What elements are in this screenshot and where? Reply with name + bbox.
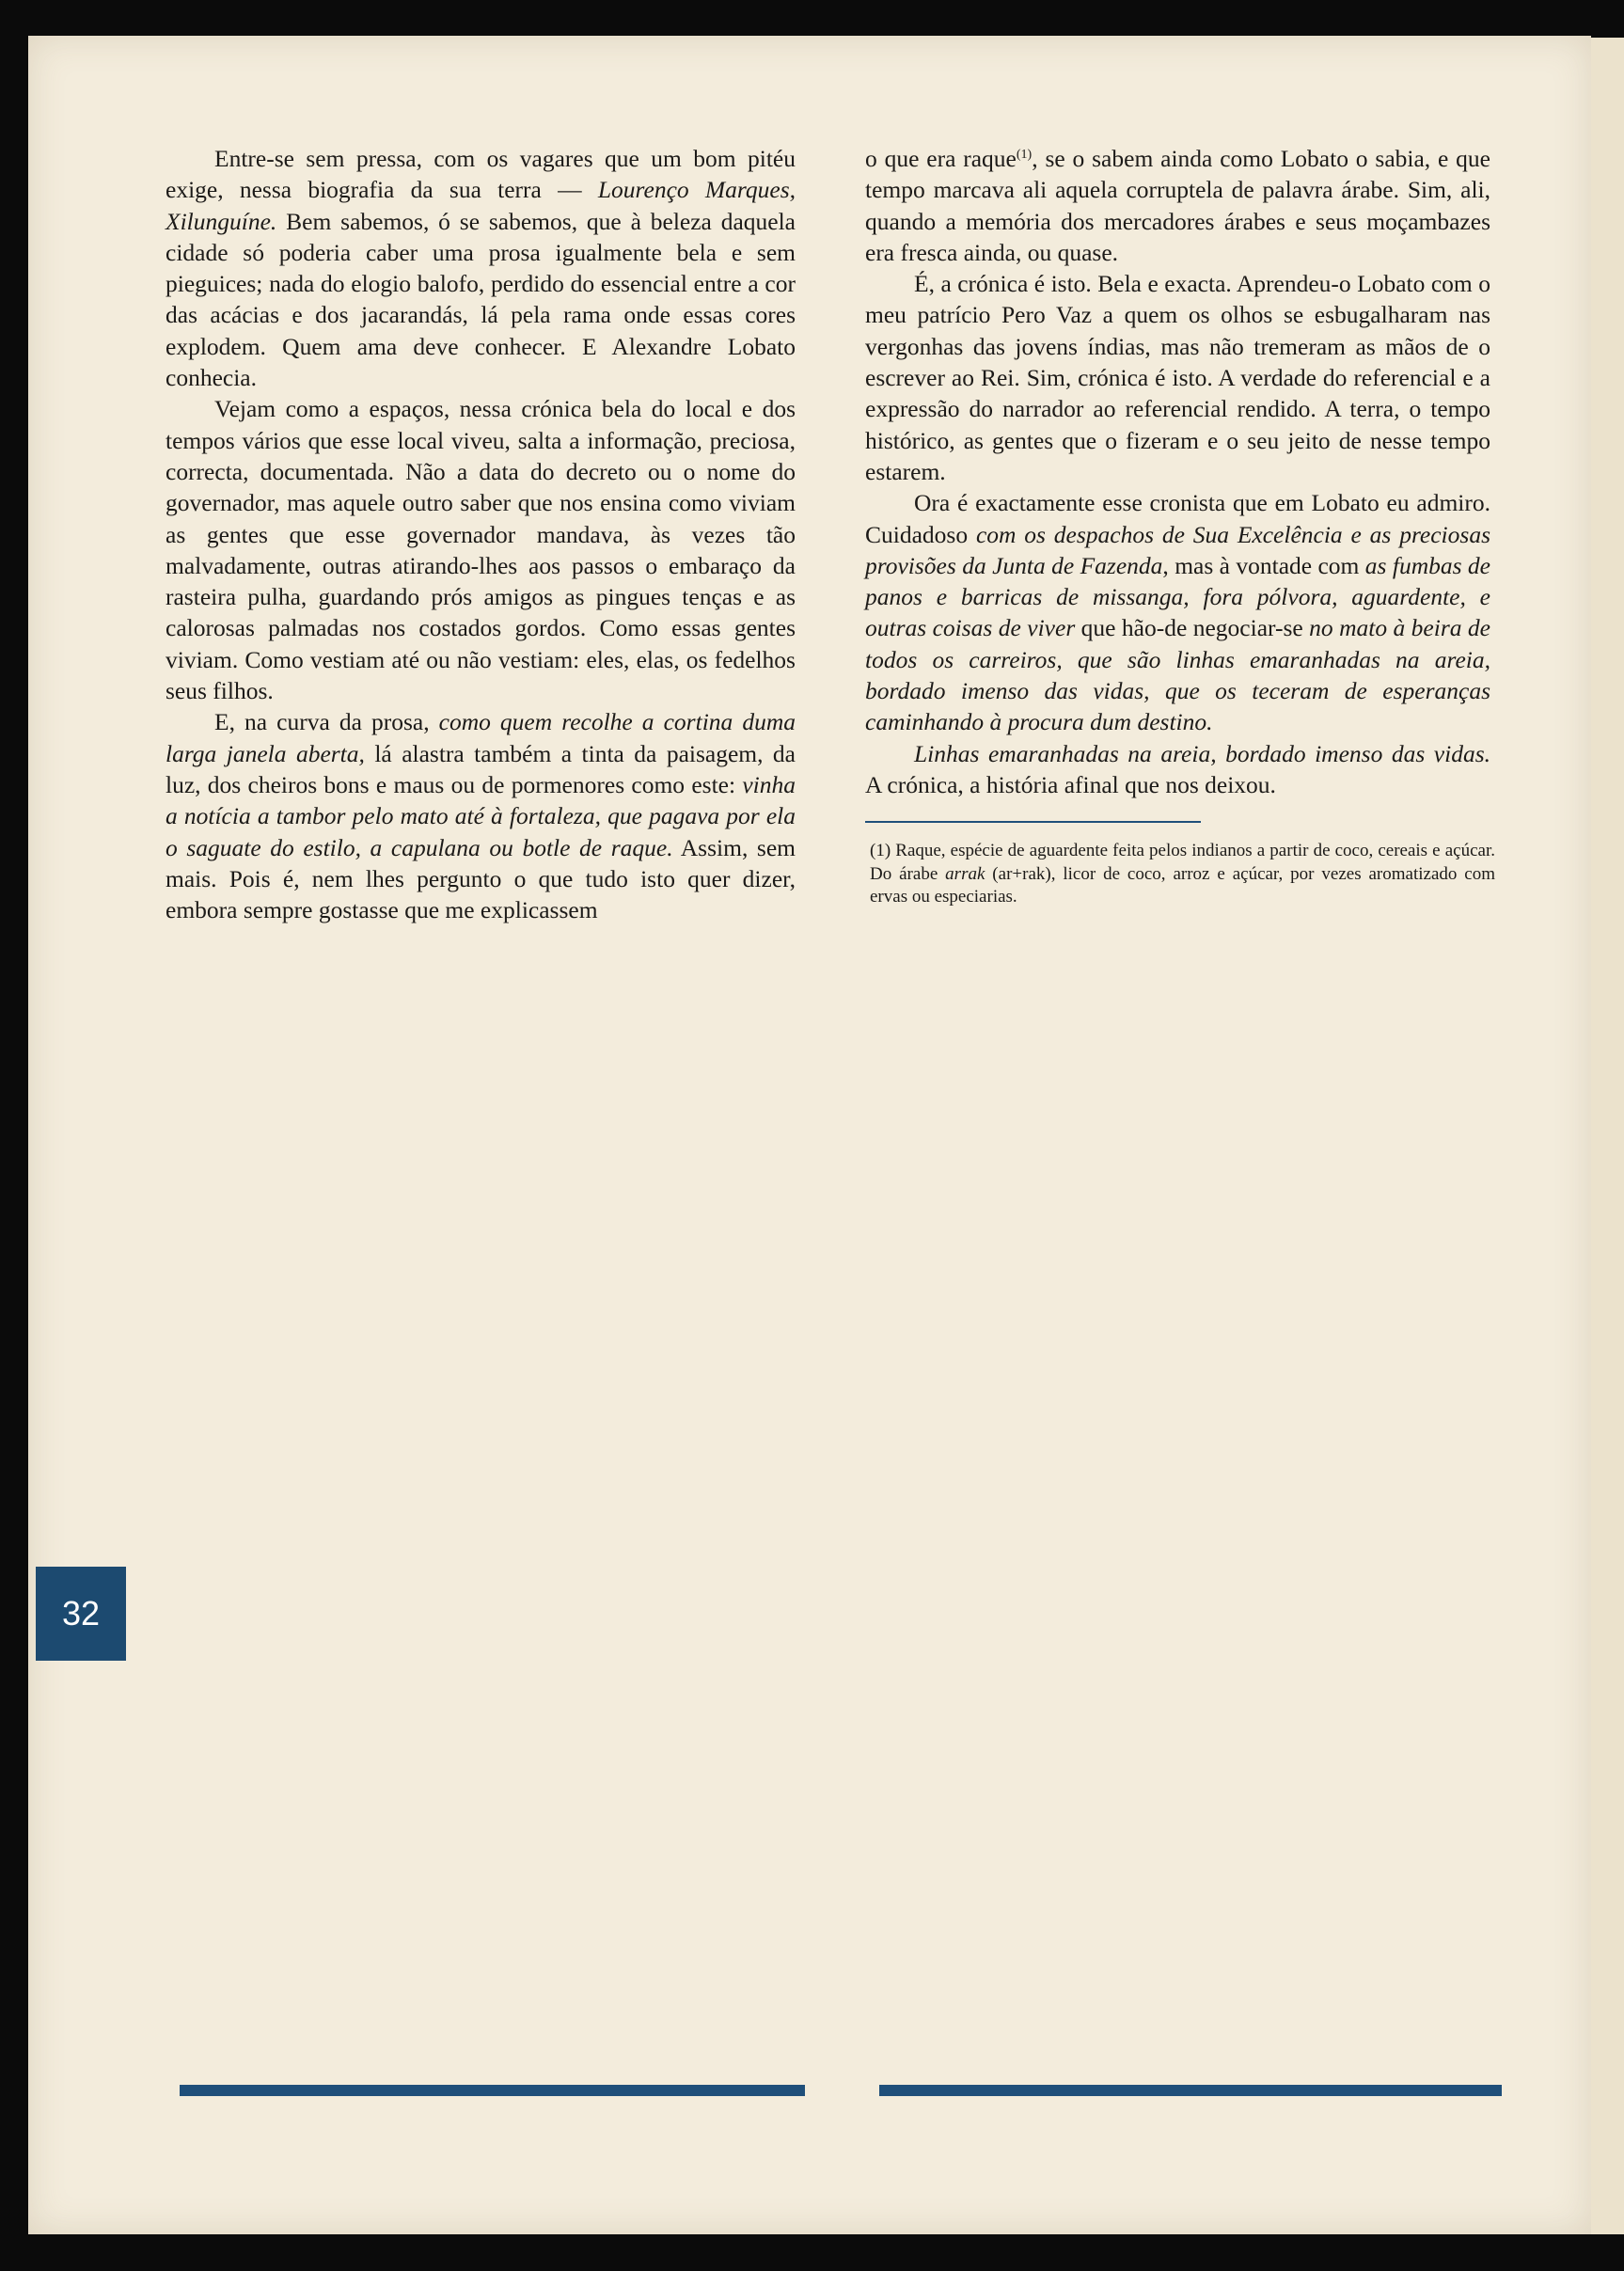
footnote-marker: (1): [1016, 148, 1033, 162]
paragraph: [865, 143, 1490, 268]
text-run: Ora é exactamente esse cronista que em Lobato eu admiro. Cuidadoso: [865, 489, 1490, 548]
text-run: Vejam como a espaços, nessa crónica bela do local e dos tempos vários que esse local viveu, salta a informação, preciosa, correcta, documentada. Não a data do decreto ou o nome do governador, mas aquele outro saber que nos ensina como viviam as gentes que esse governador mandava, às vezes tão malvadamente, outras atirando-lhes aos passos o embaraço da rasteira pulha, guardando prós amigos as pingues tenças e as calorosas palmadas nos costados gordos. Como essas gentes viviam. Como vestiam até ou não vestiam: eles, elas, os fedelhos seus filhos.: [166, 395, 796, 705]
italic-text: no mato à beira de todos os carreiros, que são linhas emaranhadas na areia, bordado imenso das vidas, que os teceram de esperanças caminhando à procura dum destino.: [865, 614, 1490, 736]
text-run: E, na curva da prosa,: [214, 708, 439, 736]
text-run: É, a crónica é isto. Bela e exacta. Aprendeu-o Lobato com o meu patrício Pero Vaz a quem os olhos se esbugalharam nas vergonhas das jovens índias, mas não tremeram as mãos de o escrever ao Rei. Sim, crónica é isto. A verdade do referencial e a expressão do narrador ao referencial rendido. A terra, o tempo histórico, as gentes que o fizeram e o seu jeito de nesse tempo estarem.: [865, 270, 1490, 485]
italic-text: Linhas emaranhadas na areia, bordado imenso das vidas.: [914, 739, 1490, 767]
paragraph: [865, 268, 1490, 487]
text-run: (1) Raque, espécie de aguardente feita pelos indianos a partir de coco, cereais e açúcar. Do árabe: [870, 841, 1495, 884]
italic-text: arrak: [945, 863, 985, 884]
footnote: [870, 840, 1495, 909]
paragraph: [166, 706, 796, 925]
footnote-text: [870, 840, 1495, 909]
text-run: Bem sabemos, ó se sabemos, que à beleza daquela cidade só poderia caber uma prosa igualmente bela e sem pieguices; nada do elogio balofo, perdido do essencial entre a cor das acácias e dos jacarandás, lá pela rama onde essas cores explodem. Quem ama deve conhecer. E Alexandre Lobato conhecia.: [166, 207, 796, 392]
bottom-rule-right: [879, 2085, 1502, 2096]
paragraph: [865, 738, 1490, 801]
page-number: 32: [61, 1594, 101, 1632]
italic-text: com os despachos de Sua Excelência e as preciosas provisões da Junta de Fazenda: [865, 520, 1490, 579]
text-run: A crónica, a história afinal que nos deixou.: [865, 770, 1276, 798]
italic-text: vinha a notícia a tambor pelo mato até à fortaleza, que pagava por ela o saguate do estilo, a capulana ou botle de raque.: [166, 770, 796, 861]
paragraph: [865, 487, 1490, 737]
text-run: o que era raque: [865, 145, 1017, 172]
text-run: Assim, sem mais. Pois é, nem lhes pergunto o que tudo isto quer dizer, embora sempre gostasse que me explicassem: [166, 833, 796, 924]
italic-text: as fumbas de panos e barricas de missanga, fora pólvora, aguardente, e outras coisas de viver: [865, 551, 1490, 642]
footnote-rule: [865, 821, 1201, 823]
text-run: , se o sabem ainda como Lobato o sabia, e que tempo marcava ali aquela corruptela de palavra árabe. Sim, ali, quando a memória dos mercadores árabes e seus moçambazes era fresca ainda, ou quase.: [865, 145, 1490, 266]
right-text-column: [865, 143, 1490, 800]
italic-text: Lourenço Marques, Xilunguíne.: [166, 176, 796, 235]
page-number-badge: [36, 1567, 126, 1661]
facing-page-edge: [1591, 38, 1624, 2234]
italic-text: como quem recolhe a cortina duma larga janela aberta,: [166, 708, 796, 767]
paragraph: [166, 143, 796, 393]
left-text-column: [166, 143, 796, 925]
text-run: (ar+rak), licor de coco, arroz e açúcar, por vezes aromatizado com ervas ou especiarias.: [870, 863, 1495, 907]
paragraph: [166, 393, 796, 706]
bottom-rule-left: [180, 2085, 805, 2096]
text-run: , mas à vontade com: [1162, 551, 1365, 579]
text-run: lá alastra também a tinta da paisagem, da luz, dos cheiros bons e maus ou de pormenores como este:: [166, 739, 796, 798]
text-run: que hão-de negociar-se: [1075, 614, 1310, 642]
text-run: Entre-se sem pressa, com os vagares que um bom pitéu exige, nessa biografia da sua terra —: [166, 145, 796, 204]
